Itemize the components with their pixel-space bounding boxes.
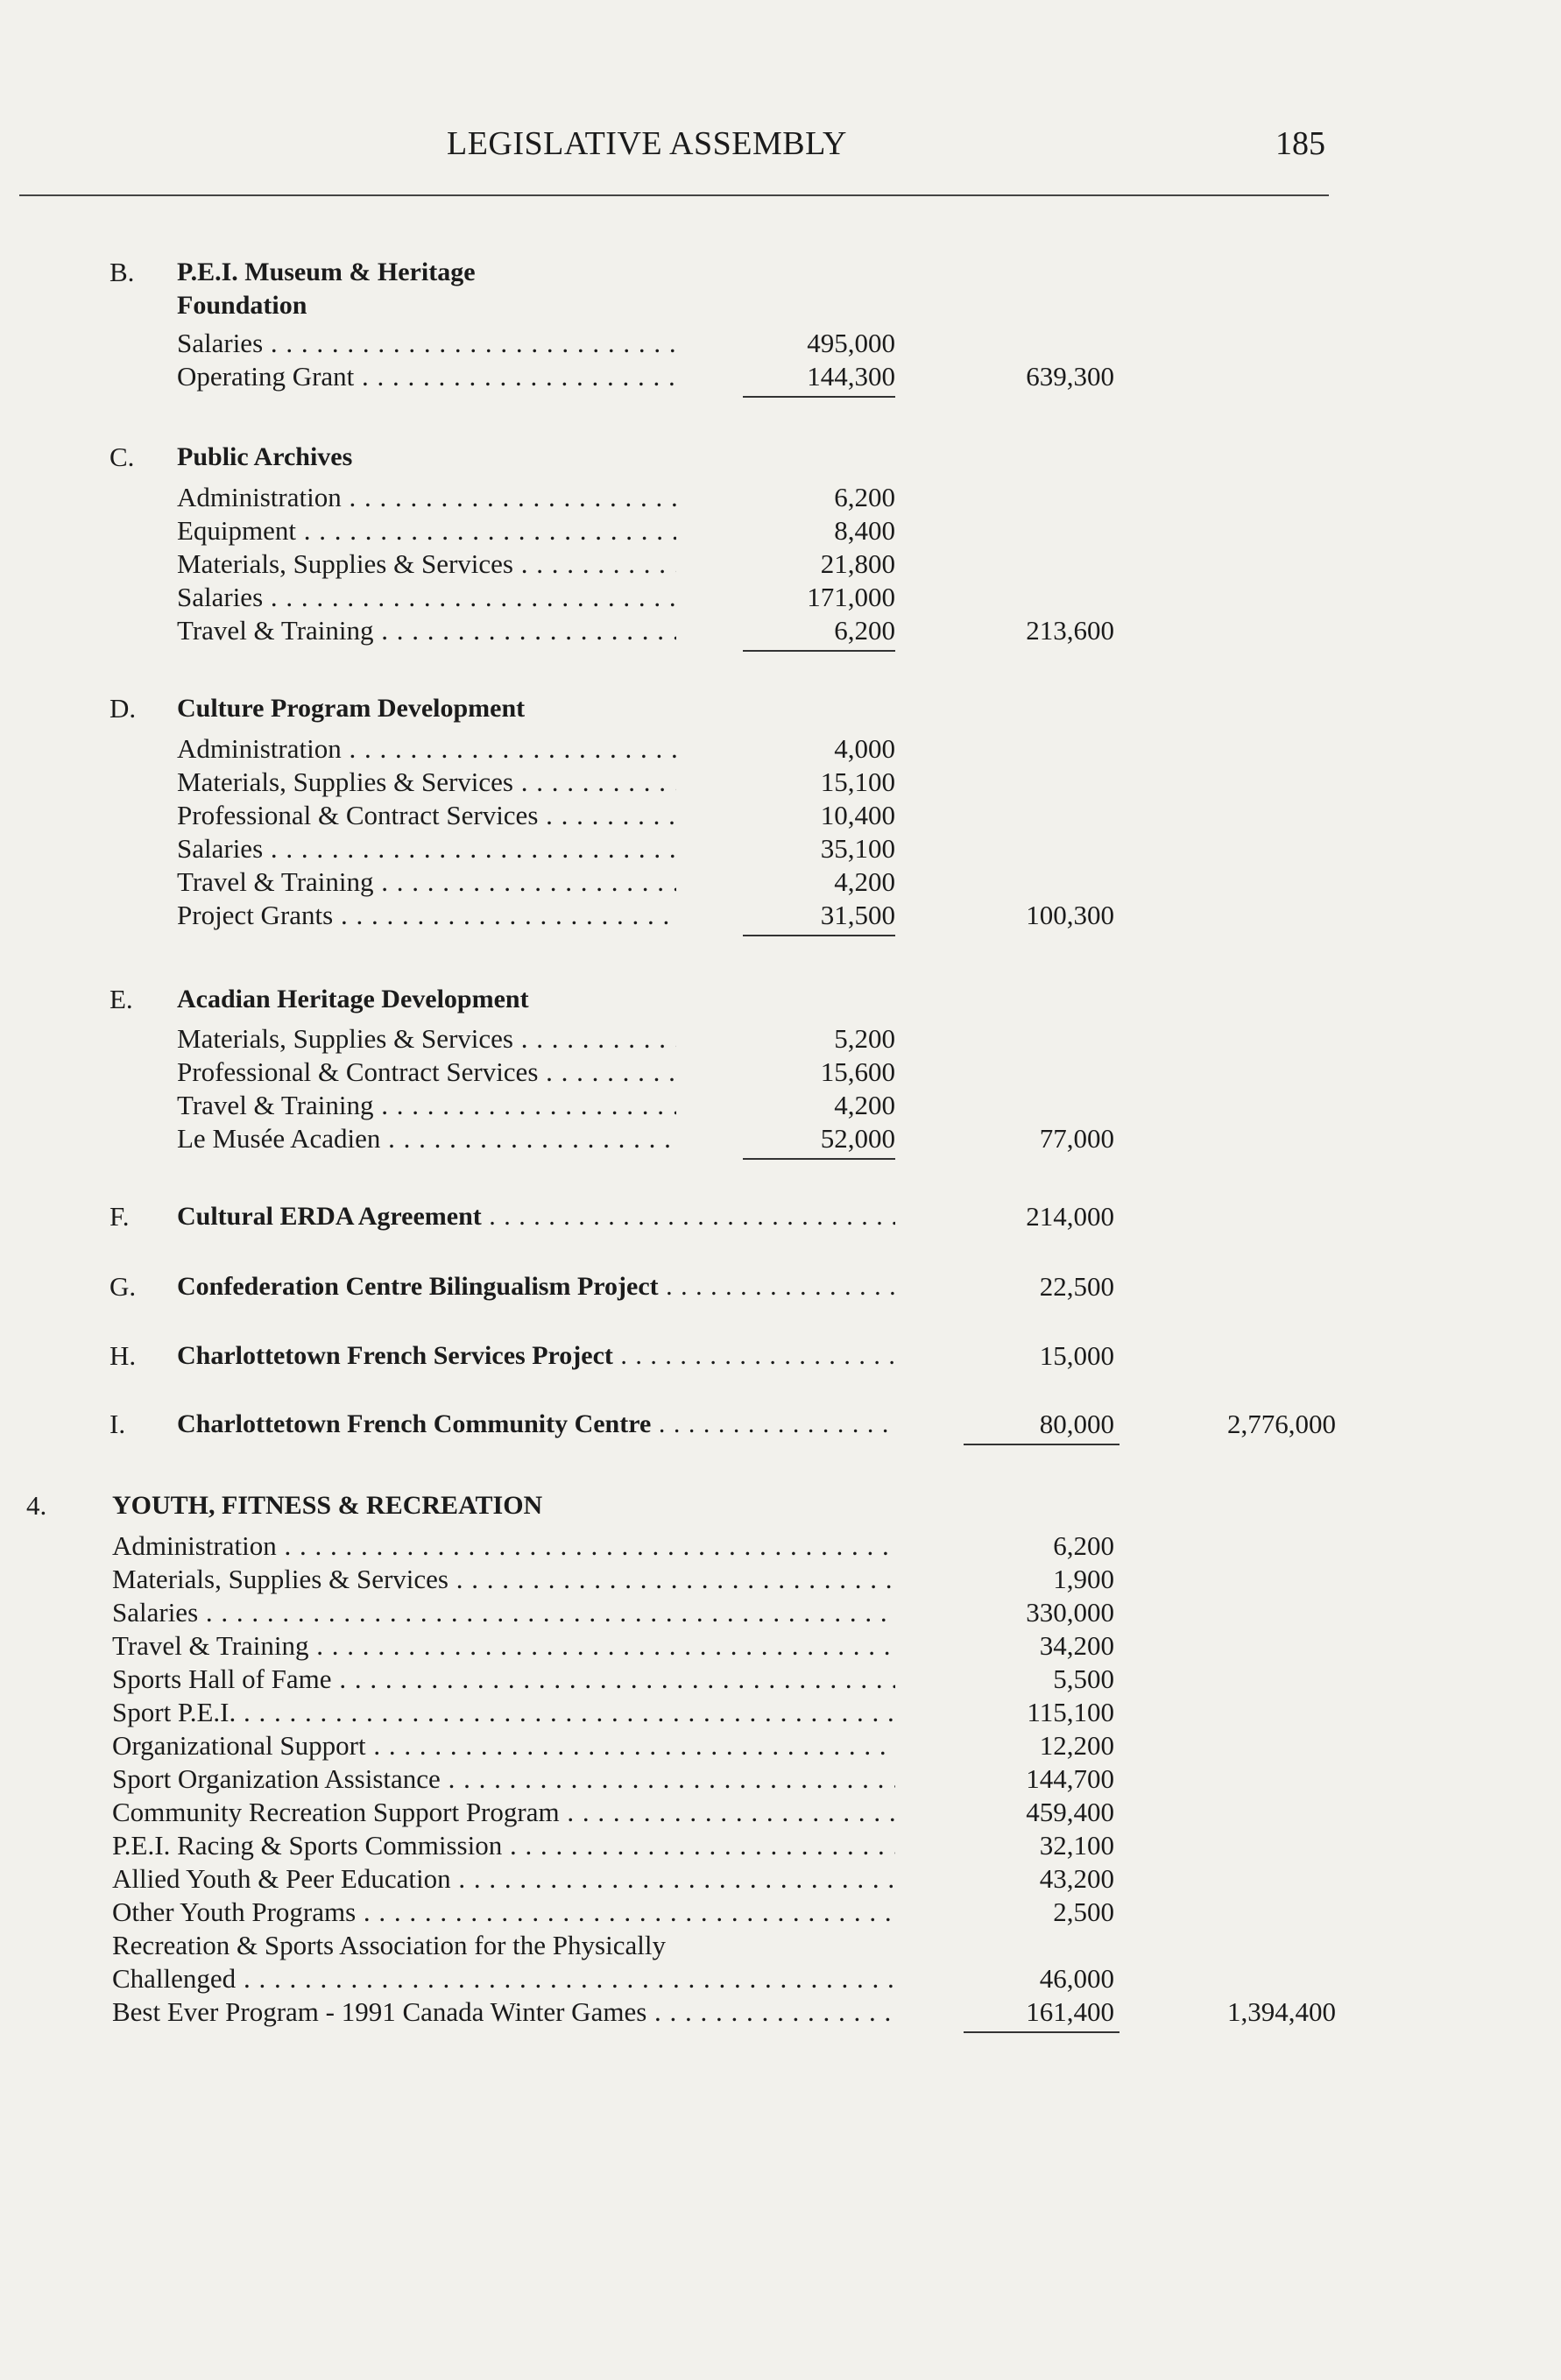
line-item-amount: 495,000 [807, 328, 895, 358]
line-item-label: Administration . . . [112, 1529, 895, 1563]
line-item [0, 1862, 1561, 1896]
line-item-label: Project Grants . . . [177, 899, 676, 932]
line-item-label: Salaries . . . [177, 327, 676, 360]
section-total: 1,394,400 [1227, 1996, 1336, 2027]
section-title: Culture Program Development [177, 694, 526, 723]
section-number: 4. [26, 1490, 47, 1521]
line-item-amount: 12,200 [1039, 1730, 1114, 1761]
line-item [0, 1089, 1561, 1122]
line-item-label: Travel & Training . . . [177, 1089, 676, 1122]
line-item-label: Equipment . . . [177, 514, 676, 547]
line-item-amount: 21,800 [820, 548, 895, 579]
section-subtotal: 213,600 [1026, 615, 1114, 646]
line-item [0, 1022, 1561, 1056]
subtotal-rule [964, 2031, 1120, 2033]
line-item-label: Salaries . . . [177, 581, 676, 614]
line-item-amount: 6,200 [1053, 1530, 1114, 1561]
section-title: YOUTH, FITNESS & RECREATION [112, 1491, 543, 1520]
line-item-amount: 330,000 [1026, 1597, 1114, 1628]
line-item-label: Materials, Supplies & Services . . . [177, 766, 676, 799]
section-title: Public Archives [177, 442, 353, 471]
subtotal-rule [743, 650, 895, 652]
division-total: 2,776,000 [1227, 1409, 1336, 1439]
single-line-item [0, 1270, 1561, 1303]
line-item [0, 614, 1561, 647]
line-item-amount: 144,700 [1026, 1763, 1114, 1794]
line-item-label: Professional & Contract Services . . . [177, 799, 676, 832]
section-letter: D. [109, 693, 137, 724]
line-item-label: Materials, Supplies & Services . . . [177, 547, 676, 581]
line-item [0, 1596, 1561, 1629]
single-line-item-amount: 22,500 [1039, 1271, 1114, 1302]
line-item-amount: 15,100 [820, 766, 895, 797]
line-item [0, 360, 1561, 393]
section-subtotal: 639,300 [1026, 361, 1114, 392]
line-item [0, 1995, 1561, 2029]
line-item-label: Professional & Contract Services . . . [177, 1056, 676, 1089]
line-item-amount: 4,200 [834, 1090, 895, 1120]
line-item-amount: 6,200 [834, 482, 895, 512]
subtotal-rule [743, 935, 895, 936]
line-item [0, 1696, 1561, 1729]
section-letter: E. [109, 984, 133, 1014]
line-item-amount: 31,500 [820, 900, 895, 930]
line-item-amount: 144,300 [807, 361, 895, 392]
line-item-label: Best Ever Program - 1991 Canada Winter Games . . . [112, 1995, 895, 2029]
line-item-amount: 2,500 [1053, 1896, 1114, 1927]
line-item-label: Travel & Training . . . [177, 614, 676, 647]
single-line-item-amount: 80,000 [1039, 1409, 1114, 1439]
line-item [0, 1563, 1561, 1596]
line-item-label: Travel & Training . . . [112, 1629, 895, 1663]
section-letter: H. [109, 1340, 137, 1371]
line-item [0, 832, 1561, 865]
line-item [0, 514, 1561, 547]
line-item-amount: 52,000 [820, 1123, 895, 1154]
section-letter: F. [109, 1201, 130, 1232]
line-item [0, 547, 1561, 581]
subtotal-rule [743, 1158, 895, 1160]
line-item-amount: 115,100 [1027, 1697, 1114, 1727]
line-item-label: Operating Grant . . . [177, 360, 676, 393]
single-line-item-amount: 214,000 [1026, 1201, 1114, 1232]
line-item-label: Administration . . . [177, 732, 676, 766]
section-title: P.E.I. Museum & Heritage [177, 258, 476, 286]
line-item [0, 581, 1561, 614]
line-item-amount: 171,000 [807, 582, 895, 612]
section-subtotal: 77,000 [1039, 1123, 1114, 1154]
subtotal-rule [743, 396, 895, 398]
line-item-label: P.E.I. Racing & Sports Commission . . . [112, 1829, 895, 1862]
line-item-label: Materials, Supplies & Services . . . [177, 1022, 676, 1056]
line-item-label-line1: Recreation & Sports Association for the Physically [112, 1930, 666, 1960]
line-item-label: Le Musée Acadien . . . [177, 1122, 676, 1155]
line-item-amount: 5,200 [834, 1023, 895, 1054]
line-item [0, 1829, 1561, 1862]
single-line-item-label: Charlottetown French Community Centre . . . [177, 1408, 895, 1441]
line-item [0, 1663, 1561, 1696]
single-line-item-label: Cultural ERDA Agreement . . . [177, 1200, 895, 1233]
line-item-amount: 161,400 [1026, 1996, 1114, 2027]
line-item [0, 1122, 1561, 1155]
line-item [0, 1796, 1561, 1829]
single-line-item-label: Confederation Centre Bilingualism Project . . . [177, 1270, 895, 1303]
subtotal-rule [964, 1444, 1120, 1445]
line-item-label: Sport Organization Assistance . . . [112, 1762, 895, 1796]
line-item-label: Other Youth Programs . . . [112, 1896, 895, 1929]
line-item-amount: 15,600 [820, 1056, 895, 1087]
section-letter: G. [109, 1271, 137, 1302]
line-item-amount: 46,000 [1039, 1963, 1114, 1994]
line-item-label: Administration . . . [177, 481, 676, 514]
line-item-amount: 8,400 [834, 515, 895, 546]
page-header-title: LEGISLATIVE ASSEMBLY [447, 125, 847, 162]
line-item-label: Travel & Training . . . [177, 865, 676, 899]
line-item-label: Organizational Support . . . [112, 1729, 895, 1762]
line-item [0, 327, 1561, 360]
line-item-amount: 4,000 [834, 733, 895, 764]
line-item-label: Salaries . . . [112, 1596, 895, 1629]
line-item-amount: 1,900 [1053, 1564, 1114, 1594]
section-letter: I. [109, 1409, 126, 1439]
line-item [0, 732, 1561, 766]
line-item-amount: 43,200 [1039, 1863, 1114, 1894]
line-item-amount: 459,400 [1026, 1797, 1114, 1827]
line-item [0, 481, 1561, 514]
section-title: Acadian Heritage Development [177, 985, 529, 1013]
line-item-amount: 6,200 [834, 615, 895, 646]
line-item-amount: 10,400 [820, 800, 895, 830]
line-item [0, 766, 1561, 799]
line-item-label: Challenged . . . [112, 1962, 895, 1995]
line-item-label: Sport P.E.I. . . . [112, 1696, 895, 1729]
line-item-amount: 32,100 [1039, 1830, 1114, 1861]
line-item-label: Allied Youth & Peer Education . . . [112, 1862, 895, 1896]
section-title: Foundation [177, 291, 307, 320]
line-item [0, 1962, 1561, 1995]
line-item [0, 899, 1561, 932]
line-item [0, 1896, 1561, 1929]
line-item [0, 1056, 1561, 1089]
line-item-label: Materials, Supplies & Services . . . [112, 1563, 895, 1596]
line-item-amount: 35,100 [820, 833, 895, 864]
line-item [0, 1762, 1561, 1796]
line-item-amount: 34,200 [1039, 1630, 1114, 1661]
line-item-amount: 4,200 [834, 866, 895, 897]
line-item [0, 1629, 1561, 1663]
section-letter: C. [109, 441, 135, 472]
line-item [0, 1529, 1561, 1563]
line-item [0, 865, 1561, 899]
header-divider [19, 194, 1329, 196]
single-line-item-amount: 15,000 [1039, 1340, 1114, 1371]
single-line-item [0, 1408, 1561, 1441]
line-item-label: Salaries . . . [177, 832, 676, 865]
single-line-item-label: Charlottetown French Services Project . . . [177, 1339, 895, 1373]
line-item-label: Community Recreation Support Program . . . [112, 1796, 895, 1829]
page-number: 185 [1275, 125, 1325, 162]
line-item-amount: 5,500 [1053, 1663, 1114, 1694]
section-letter: B. [109, 257, 135, 287]
section-subtotal: 100,300 [1026, 900, 1114, 930]
single-line-item [0, 1339, 1561, 1373]
line-item [0, 799, 1561, 832]
single-line-item [0, 1200, 1561, 1233]
line-item [0, 1729, 1561, 1762]
line-item-label: Sports Hall of Fame . . . [112, 1663, 895, 1696]
